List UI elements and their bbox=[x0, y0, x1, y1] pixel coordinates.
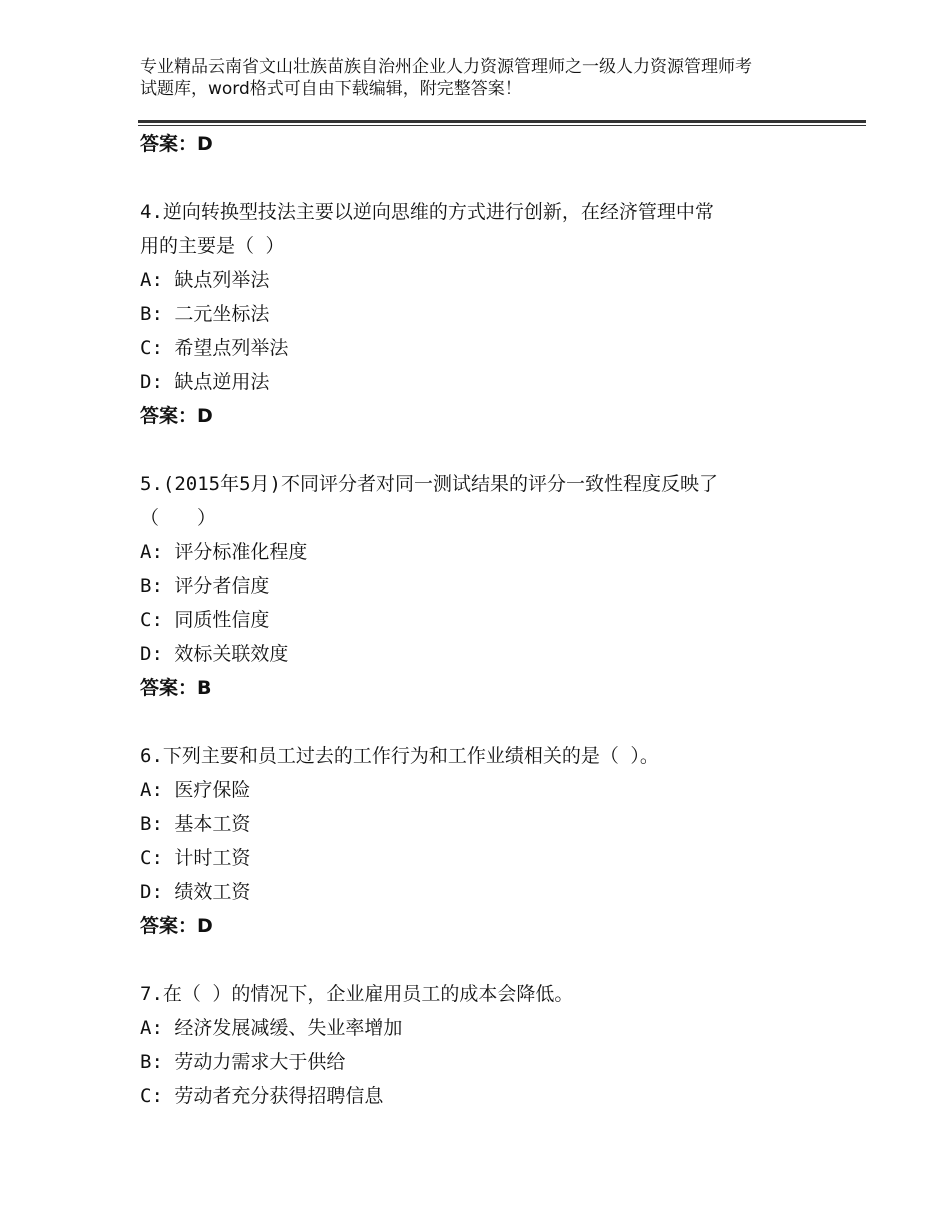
question-list bbox=[140, 127, 820, 1113]
spacer bbox=[140, 705, 820, 739]
question-7-option-b: B: 劳动力需求大于供给 bbox=[140, 1051, 346, 1073]
question-4-text-line-1: 4.逆向转换型技法主要以逆向思维的方式进行创新，在经济管理中常 bbox=[140, 201, 714, 223]
question-7-option-c: C: 劳动者充分获得招聘信息 bbox=[140, 1085, 384, 1107]
question-7 bbox=[140, 977, 820, 1113]
question-6-option-c: C: 计时工资 bbox=[140, 847, 251, 869]
question-5-text-line-1: 5.(2015年5月)不同评分者对同一测试结果的评分一致性程度反映了 bbox=[140, 473, 718, 495]
answer-q4: 答案：D bbox=[140, 405, 213, 427]
answer-q3: 答案：D bbox=[140, 133, 213, 155]
question-6-text-line-1: 6.下列主要和员工过去的工作行为和工作业绩相关的是（ ）。 bbox=[140, 745, 659, 767]
question-5-option-c: C: 同质性信度 bbox=[140, 609, 270, 631]
spacer bbox=[140, 433, 820, 467]
question-6-option-a: A: 医疗保险 bbox=[140, 779, 251, 801]
question-4-option-d: D: 缺点逆用法 bbox=[140, 371, 270, 393]
header-title-line-2: 试题库，word格式可自由下载编辑，附完整答案！ bbox=[140, 79, 522, 99]
question-5-option-a: A: 评分标准化程度 bbox=[140, 541, 308, 563]
header-rule-thick bbox=[138, 120, 866, 123]
question-4-option-b: B: 二元坐标法 bbox=[140, 303, 270, 325]
question-5 bbox=[140, 467, 820, 705]
question-4-option-c: C: 希望点列举法 bbox=[140, 337, 289, 359]
header-rule-thin bbox=[138, 125, 866, 126]
answer-q6: 答案：D bbox=[140, 915, 213, 937]
question-6 bbox=[140, 739, 820, 943]
header-rule bbox=[138, 120, 866, 126]
question-5-option-b: B: 评分者信度 bbox=[140, 575, 270, 597]
question-7-text-line-1: 7.在（ ）的情况下，企业雇用员工的成本会降低。 bbox=[140, 983, 574, 1005]
spacer bbox=[140, 943, 820, 977]
question-5-option-d: D: 效标关联效度 bbox=[140, 643, 289, 665]
answer-q5: 答案：B bbox=[140, 677, 212, 699]
document-header bbox=[140, 56, 840, 100]
question-6-option-d: D: 绩效工资 bbox=[140, 881, 251, 903]
spacer bbox=[140, 161, 820, 195]
question-4-option-a: A: 缺点列举法 bbox=[140, 269, 270, 291]
header-title-line-1: 专业精品云南省文山壮族苗族自治州企业人力资源管理师之一级人力资源管理师考 bbox=[140, 57, 752, 77]
question-4 bbox=[140, 195, 820, 433]
question-5-text-line-2: （ ） bbox=[140, 507, 217, 529]
question-4-text-line-2: 用的主要是（ ） bbox=[140, 235, 285, 257]
question-7-option-a: A: 经济发展减缓、失业率增加 bbox=[140, 1017, 403, 1039]
question-6-option-b: B: 基本工资 bbox=[140, 813, 251, 835]
